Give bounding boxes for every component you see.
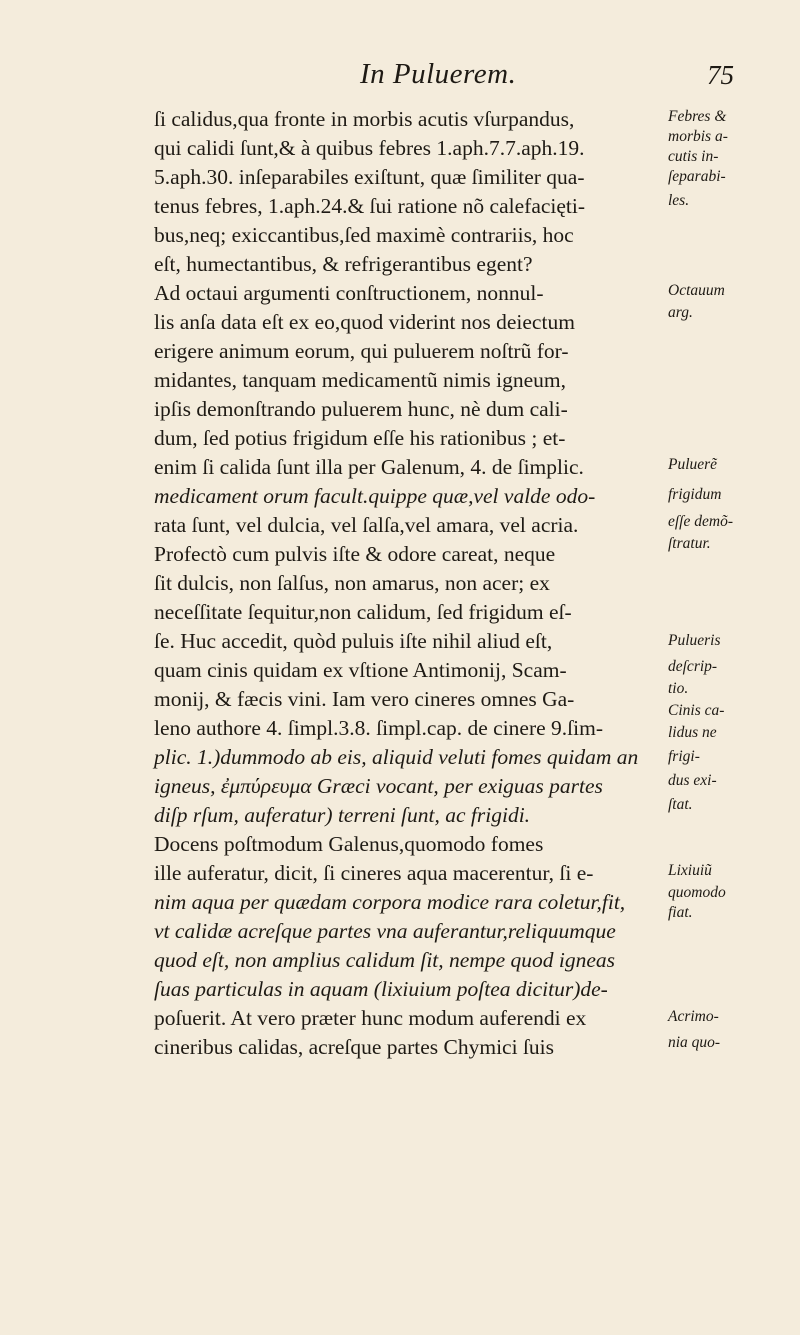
text-line: medicament orum facult.quippe quæ,vel valde odo- <box>154 484 596 508</box>
text-line: ſit dulcis, non ſalſus, non amarus, non acer; ex <box>154 571 550 595</box>
margin-note: Pulueris <box>668 632 721 649</box>
text-line: monij, & fæcis vini. Iam vero cineres omnes Ga- <box>154 687 575 711</box>
margin-note: frigidum <box>668 486 722 503</box>
margin-note: cutis in- <box>668 148 719 165</box>
text-line: Profectò cum pulvis iſte & odore careat, neque <box>154 542 556 566</box>
text-line: ſi calidus,qua fronte in morbis acutis vſurpandus, <box>154 107 575 131</box>
running-head-title: In Puluerem. <box>360 58 517 90</box>
text-line: enim ſi calida ſunt illa per Galenum, 4. de ſimplic. <box>154 455 584 479</box>
text-line: Ad octaui argumenti conſtructionem, nonnul- <box>154 281 544 305</box>
margin-note: ſeparabi- <box>668 168 726 185</box>
text-line: ipſis demonſtrando puluerem hunc, nè dum cali- <box>154 397 568 421</box>
text-line: vt calidæ acreſque partes vna auferantur,reliquumque <box>154 919 616 943</box>
text-line: Docens poſtmodum Galenus,quomodo fomes <box>154 832 544 856</box>
margin-note: tio. <box>668 680 689 697</box>
margin-note: arg. <box>668 304 693 321</box>
margin-note: deſcrip- <box>668 658 718 675</box>
margin-note: ſtratur. <box>668 535 711 552</box>
margin-note: Octauum <box>668 282 725 299</box>
margin-note: fiat. <box>668 904 693 921</box>
text-line: cineribus calidas, acreſque partes Chymici ſuis <box>154 1035 555 1059</box>
margin-note: lidus ne <box>668 724 717 741</box>
text-line: 5.aph.30. inſeparabiles exiſtunt, quæ ſimiliter qua- <box>154 165 585 189</box>
margin-note: Lixiuiũ <box>668 862 712 879</box>
margin-note: Puluerẽ <box>668 456 718 473</box>
text-line: eſt, humectantibus, & refrigerantibus egent? <box>154 252 533 276</box>
text-line: midantes, tanquam medicamentũ nimis igneum, <box>154 368 566 392</box>
margin-note: frigi- <box>668 748 700 765</box>
text-line: bus,neq; exiccantibus,ſed maximè contrariis, hoc <box>154 223 574 247</box>
margin-note: Acrimo- <box>668 1008 719 1025</box>
text-line: plic. 1.)dummodo ab eis, aliquid veluti fomes quidam an <box>154 745 639 769</box>
text-line: igneus, ἐμπύρευμα Græci vocant, per exiguas partes <box>154 774 603 798</box>
text-line: poſuerit. At vero præter hunc modum auferendi ex <box>154 1006 587 1030</box>
text-line: tenus febres, 1.aph.24.& ſui ratione nõ calefacięti- <box>154 194 586 218</box>
text-line: quod eſt, non amplius calidum ſit, nempe quod igneas <box>154 948 616 972</box>
margin-note: nia quo- <box>668 1034 721 1051</box>
text-line: neceſſitate ſequitur,non calidum, ſed frigidum eſ- <box>154 600 572 624</box>
margin-note: Cinis ca- <box>668 702 725 719</box>
text-line: ille auferatur, dicit, ſi cineres aqua macerentur, ſi e- <box>154 861 594 885</box>
text-line: diſp rſum, auferatur) terreni ſunt, ac frigidi. <box>154 803 531 827</box>
margin-note: morbis a- <box>668 128 728 145</box>
text-line: qui calidi ſunt,& à quibus febres 1.aph.7.7.aph.19. <box>154 136 585 160</box>
margin-note: Febres & <box>668 108 727 125</box>
text-line: nim aqua per quædam corpora modice rara coletur,fit, <box>154 890 626 914</box>
text-line: dum, ſed potius frigidum eſſe his rationibus ; et- <box>154 426 566 450</box>
margin-note: ſtat. <box>668 796 693 813</box>
margin-note: les. <box>668 192 690 209</box>
margin-note: eſſe demõ- <box>668 513 733 530</box>
margin-note: dus exi- <box>668 772 717 789</box>
text-line: erigere animum eorum, qui puluerem noſtrũ for- <box>154 339 569 363</box>
text-line: ſe. Huc accedit, quòd puluis iſte nihil aliud eſt, <box>154 629 553 653</box>
page-number: 75 <box>707 60 734 90</box>
text-line: lis anſa data eſt ex eo,quod viderint nos deiectum <box>154 310 575 334</box>
text-line: leno authore 4. ſimpl.3.8. ſimpl.cap. de cinere 9.ſim- <box>154 716 603 740</box>
margin-note: quomodo <box>668 884 726 901</box>
text-line: ſuas particulas in aquam (lixiuium poſtea dicitur)de- <box>154 977 608 1001</box>
text-line: rata ſunt, vel dulcia, vel ſalſa,vel amara, vel acria. <box>154 513 579 537</box>
text-line: quam cinis quidam ex vſtione Antimonij, Scam- <box>154 658 567 682</box>
